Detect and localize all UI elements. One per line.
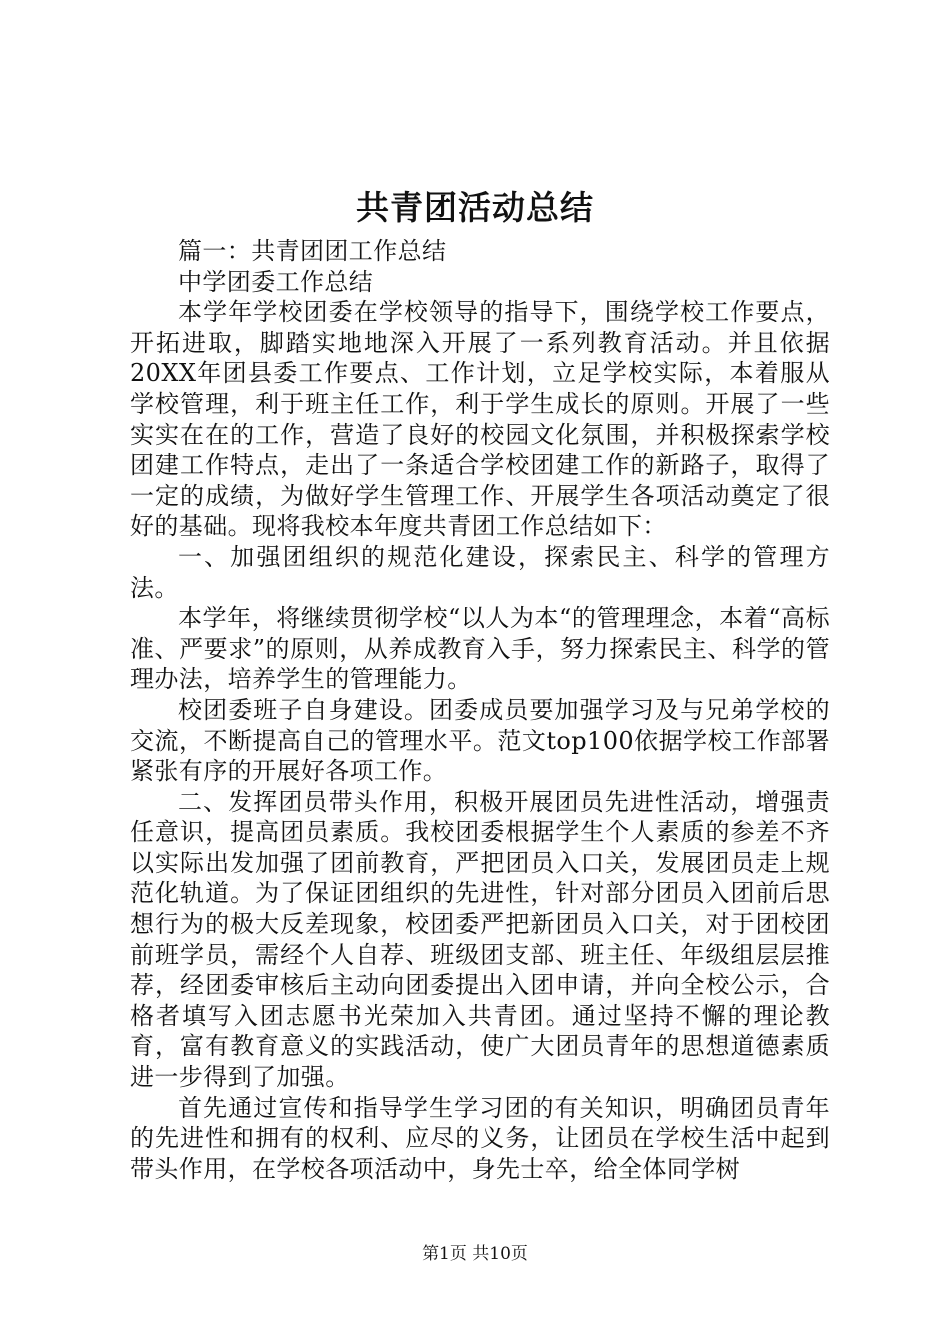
paragraph: 二、发挥团员带头作用，积极开展团员先进性活动，增强责任意识，提高团员素质。我校团委根据学生个人素质的参差不齐以实际出发加强了团前教育，严把团员入口关，发展团员走上规范化轨道。为了保证团组织的先进性，针对部分团员入团前后思想行为的极大反差现象，校团委严把新团员入口关，对于团校团前班学员，需经个人自荐、班级团支部、班主任、年级组层层推荐，经团委审核后主动向团委提出入团申请，并向全校公示，合格者填写入团志愿书光荣加入共青团。通过坚持不懈的理论教育，富有教育意义的实践活动，使广大团员青年的思想道德素质进一步得到了加强。	[130, 787, 830, 1092]
section-heading: 篇一：共青团团工作总结	[178, 237, 447, 265]
paragraph: 一、加强团组织的规范化建设，探索民主、科学的管理方法。	[130, 542, 830, 602]
document-body	[130, 236, 830, 1184]
paragraph: 本学年学校团委在学校领导的指导下，围绕学校工作要点，开拓进取，脚踏实地地深入开展了一系列教育活动。并且依据20XX年团县委工作要点、工作计划，立足学校实际，本着服从学校管理，利于班主任工作，利于学生成长的原则。开展了一些实实在在的工作，营造了良好的校园文化氛围，并积极探索学校团建工作特点，走出了一条适合学校团建工作的新路子，取得了一定的成绩，为做好学生管理工作、开展学生各项活动奠定了很好的基础。现将我校本年度共青团工作总结如下：	[130, 298, 830, 541]
page-number-footer: 第1页 共10页	[422, 1244, 528, 1264]
subsection-heading: 中学团委工作总结	[178, 267, 374, 296]
paragraph: 首先通过宣传和指导学生学习团的有关知识，明确团员青年的先进性和拥有的权利、应尽的义务，让团员在学校生活中起到带头作用，在学校各项活动中，身先士卒，给全体同学树	[130, 1093, 830, 1183]
paragraph: 校团委班子自身建设。团委成员要加强学习及与兄弟学校的交流，不断提高自己的管理水平。范文top100依据学校工作部署紧张有序的开展好各项工作。	[130, 695, 830, 786]
document-title: 共青团活动总结	[356, 188, 594, 227]
paragraph: 本学年，将继续贯彻学校“以人为本“的管理理念，本着“高标准、严要求”的原则，从养成教育入手，努力探索民主、科学的管理办法，培养学生的管理能力。	[130, 604, 830, 694]
